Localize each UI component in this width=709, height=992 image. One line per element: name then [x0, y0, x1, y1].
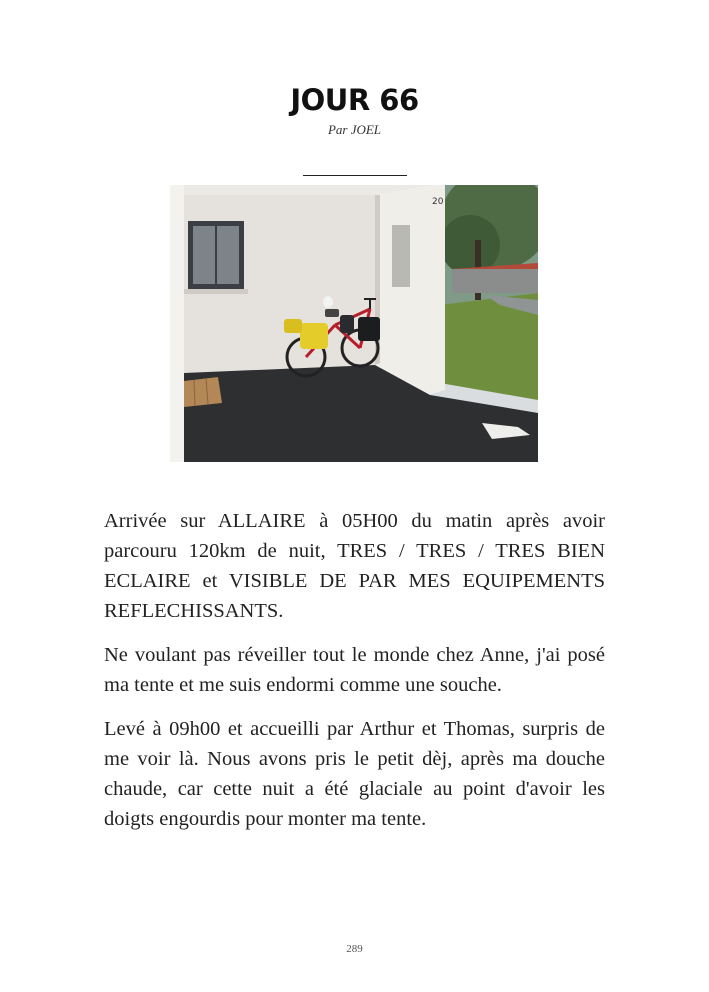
bicycle-shelter-photo	[170, 185, 538, 462]
wall-number: 20	[432, 197, 444, 207]
title-divider	[303, 175, 407, 176]
paragraph: Levé à 09h00 et accueilli par Arthur et Thomas, surpris de me voir là. Nous avons pris le petit dèj, après ma douche chaude, car cette nuit a été glaciale au point d'avoir les doigts engourdis pour monter ma tente.	[104, 718, 605, 830]
author-byline: Par JOEL	[327, 122, 382, 137]
page-number: 289	[346, 943, 363, 955]
diary-body	[104, 506, 605, 848]
page-title: JOUR 66	[290, 83, 419, 117]
paragraph: Arrivée sur ALLAIRE à 05H00 du matin après avoir parcouru 120km de nuit, TRES / TRES / TRES BIEN ECLAIRE et VISIBLE DE PAR MES EQUIPEMENTS REFLECHISSANTS.	[104, 510, 605, 622]
paragraph: Ne voulant pas réveiller tout le monde chez Anne, j'ai posé ma tente et me suis endormi comme une souche.	[104, 644, 605, 696]
